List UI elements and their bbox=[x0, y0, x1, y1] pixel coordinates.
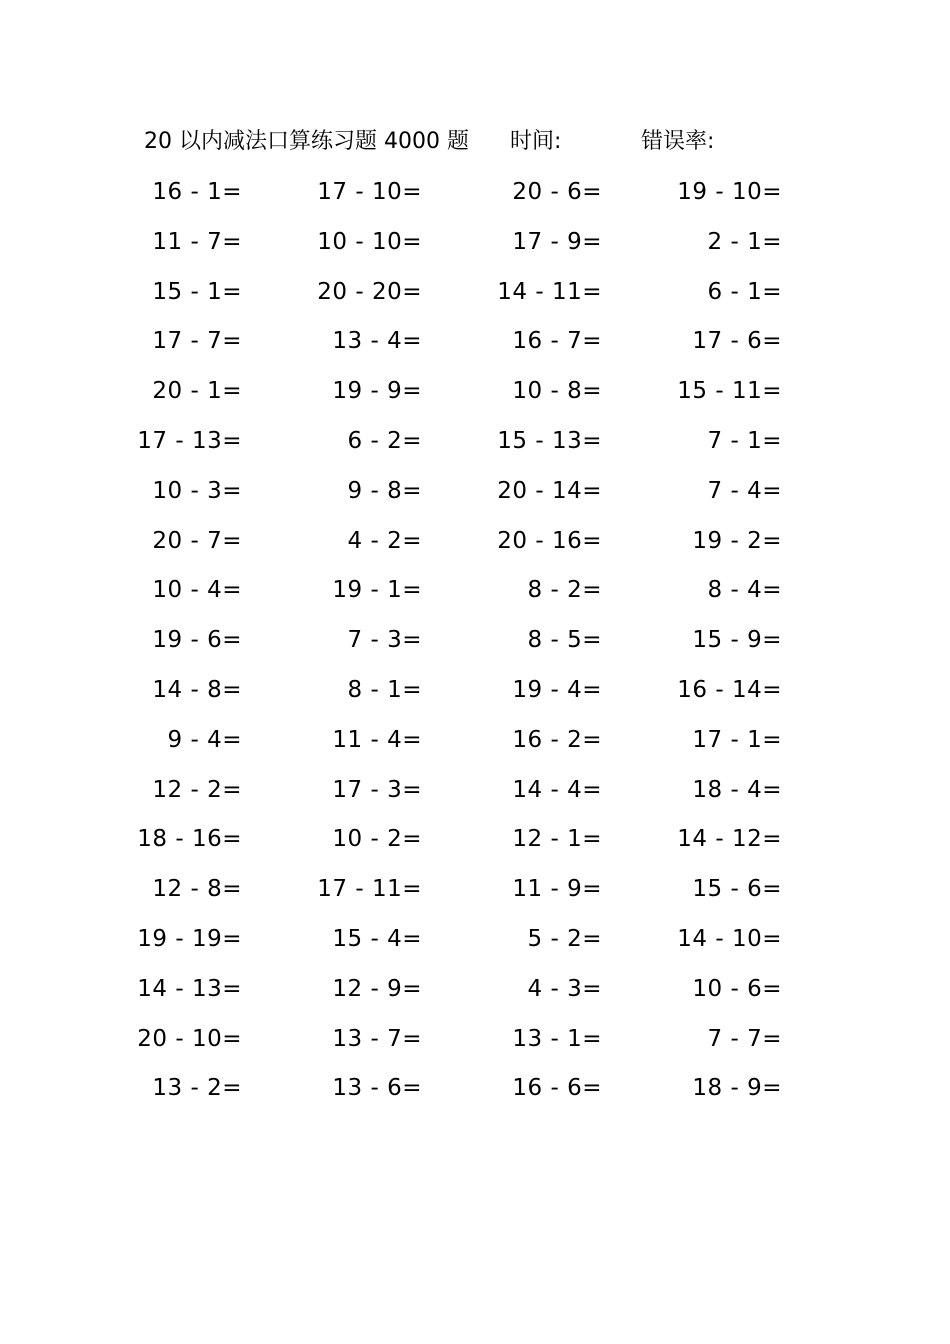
problem-item: 17 - 3= bbox=[332, 776, 422, 803]
problem-item: 16 - 6= bbox=[512, 1075, 602, 1102]
problem-item: 19 - 4= bbox=[512, 676, 602, 703]
problem-item: 14 - 8= bbox=[152, 676, 242, 703]
problem-item: 19 - 6= bbox=[152, 627, 242, 654]
problem-item: 16 - 14= bbox=[677, 676, 782, 703]
problem-item: 4 - 2= bbox=[347, 527, 422, 554]
problem-item: 13 - 4= bbox=[332, 328, 422, 355]
time-label: 时间: bbox=[510, 129, 562, 154]
worksheet-title: 20 以内减法口算练习题 4000 题 bbox=[144, 129, 469, 154]
problem-item: 11 - 4= bbox=[332, 726, 422, 753]
problem-item: 20 - 1= bbox=[152, 378, 242, 405]
problem-item: 10 - 3= bbox=[152, 477, 242, 504]
problem-item: 20 - 14= bbox=[497, 477, 602, 504]
problem-item: 17 - 6= bbox=[692, 328, 782, 355]
problem-item: 14 - 12= bbox=[677, 826, 782, 853]
problem-item: 20 - 7= bbox=[152, 527, 242, 554]
problem-item: 11 - 7= bbox=[152, 228, 242, 255]
problem-item: 11 - 9= bbox=[512, 876, 602, 903]
problem-item: 10 - 4= bbox=[152, 577, 242, 604]
problem-item: 14 - 4= bbox=[512, 776, 602, 803]
problem-row bbox=[130, 819, 810, 869]
problem-item: 15 - 11= bbox=[677, 378, 782, 405]
problem-grid bbox=[130, 172, 810, 1118]
problem-item: 15 - 6= bbox=[692, 876, 782, 903]
problem-row bbox=[130, 222, 810, 272]
problem-item: 12 - 1= bbox=[512, 826, 602, 853]
problem-item: 19 - 9= bbox=[332, 378, 422, 405]
problem-item: 12 - 8= bbox=[152, 876, 242, 903]
problem-item: 16 - 1= bbox=[152, 179, 242, 205]
problem-item: 9 - 8= bbox=[347, 477, 422, 504]
error-rate-label: 错误率: bbox=[641, 129, 715, 154]
problem-row bbox=[130, 172, 810, 222]
problem-row bbox=[130, 1019, 810, 1069]
problem-row bbox=[130, 670, 810, 720]
problem-item: 17 - 13= bbox=[137, 427, 242, 454]
problem-item: 13 - 1= bbox=[512, 1025, 602, 1052]
problem-item: 19 - 2= bbox=[692, 527, 782, 554]
problem-item: 14 - 11= bbox=[497, 278, 602, 305]
problem-item: 17 - 1= bbox=[692, 726, 782, 753]
problem-item: 17 - 7= bbox=[152, 328, 242, 355]
problem-item: 18 - 16= bbox=[137, 826, 242, 853]
problem-item: 2 - 1= bbox=[707, 228, 782, 255]
problem-item: 7 - 7= bbox=[707, 1025, 782, 1052]
problem-item: 17 - 9= bbox=[512, 228, 602, 255]
problem-item: 16 - 2= bbox=[512, 726, 602, 753]
problem-item: 10 - 10= bbox=[317, 228, 422, 255]
problem-row bbox=[130, 869, 810, 919]
problem-row bbox=[130, 919, 810, 969]
problem-item: 14 - 13= bbox=[137, 975, 242, 1002]
problem-item: 15 - 1= bbox=[152, 278, 242, 305]
problem-item: 14 - 10= bbox=[677, 925, 782, 952]
problem-item: 19 - 1= bbox=[332, 577, 422, 604]
problem-row bbox=[130, 770, 810, 820]
problem-item: 16 - 7= bbox=[512, 328, 602, 355]
problem-item: 17 - 10= bbox=[317, 179, 422, 205]
problem-item: 7 - 4= bbox=[707, 477, 782, 504]
problem-row bbox=[130, 371, 810, 421]
problem-row bbox=[130, 620, 810, 670]
problem-item: 8 - 5= bbox=[527, 627, 602, 654]
problem-item: 12 - 9= bbox=[332, 975, 422, 1002]
problem-row bbox=[130, 421, 810, 471]
problem-row bbox=[130, 1068, 810, 1118]
problem-row bbox=[130, 321, 810, 371]
problem-item: 6 - 2= bbox=[347, 427, 422, 454]
problem-item: 19 - 10= bbox=[677, 179, 782, 205]
problem-item: 10 - 6= bbox=[692, 975, 782, 1002]
problem-item: 12 - 2= bbox=[152, 776, 242, 803]
worksheet-header bbox=[144, 124, 844, 160]
problem-row bbox=[130, 720, 810, 770]
problem-row bbox=[130, 471, 810, 521]
problem-item: 8 - 2= bbox=[527, 577, 602, 604]
problem-item: 19 - 19= bbox=[137, 925, 242, 952]
problem-item: 5 - 2= bbox=[527, 925, 602, 952]
problem-item: 15 - 4= bbox=[332, 925, 422, 952]
problem-row bbox=[130, 969, 810, 1019]
problem-item: 17 - 11= bbox=[317, 876, 422, 903]
problem-item: 4 - 3= bbox=[527, 975, 602, 1002]
problem-item: 7 - 1= bbox=[707, 427, 782, 454]
problem-item: 7 - 3= bbox=[347, 627, 422, 654]
problem-item: 10 - 8= bbox=[512, 378, 602, 405]
problem-row bbox=[130, 521, 810, 571]
problem-item: 8 - 1= bbox=[347, 676, 422, 703]
problem-item: 18 - 9= bbox=[692, 1075, 782, 1102]
problem-item: 13 - 2= bbox=[152, 1075, 242, 1102]
problem-item: 20 - 10= bbox=[137, 1025, 242, 1052]
problem-item: 15 - 9= bbox=[692, 627, 782, 654]
problem-item: 13 - 6= bbox=[332, 1075, 422, 1102]
problem-item: 9 - 4= bbox=[167, 726, 242, 753]
problem-item: 20 - 16= bbox=[497, 527, 602, 554]
problem-row bbox=[130, 570, 810, 620]
problem-item: 20 - 20= bbox=[317, 278, 422, 305]
problem-item: 6 - 1= bbox=[707, 278, 782, 305]
problem-item: 13 - 7= bbox=[332, 1025, 422, 1052]
problem-item: 15 - 13= bbox=[497, 427, 602, 454]
problem-item: 8 - 4= bbox=[707, 577, 782, 604]
problem-item: 10 - 2= bbox=[332, 826, 422, 853]
problem-row bbox=[130, 272, 810, 322]
problem-item: 20 - 6= bbox=[512, 179, 602, 205]
problem-item: 18 - 4= bbox=[692, 776, 782, 803]
